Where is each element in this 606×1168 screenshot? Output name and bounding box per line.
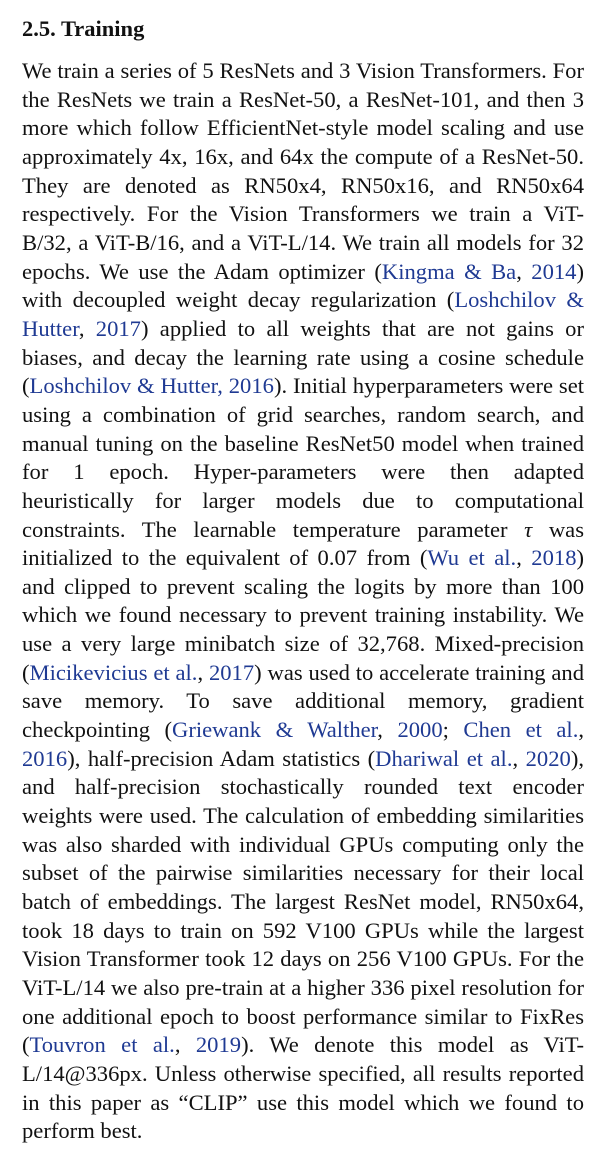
citation-year-link[interactable]: 2014 (531, 258, 577, 284)
paragraph-text: ; (442, 717, 464, 743)
citation-link[interactable]: Griewank & Walther (172, 717, 378, 743)
citation-link[interactable]: Micikevicius et al. (29, 659, 198, 685)
paragraph-text: , (197, 659, 209, 685)
tau-symbol: τ (524, 516, 533, 542)
paragraph-text: ). We denote this model as ViT-L/14@336px. Unless otherwise specified, all results reported in this paper as “CLIP” use this model which we found to perform best. (22, 1032, 584, 1144)
citation-year-link[interactable]: 2019 (195, 1032, 242, 1058)
paragraph-text: , (174, 1032, 196, 1058)
paragraph-text: , (578, 717, 584, 743)
paragraph-text: ), and half-precision stochastically rounded text encoder weights were used. The calculation of embedding similarities was also sharded with individual GPUs computing only the subset of the pairwise similarities necessary for their local batch of embeddings. The largest ResNet model, RN50x64, took 18 days to train on 592 V100 GPUs while the largest Vision Transformer took 12 days on 256 V100 GPUs. For the ViT-L/14 we also pre-train at a higher 336 pixel resolution for one additional epoch to boost performance similar to FixRes ( (22, 745, 584, 1058)
paragraph-text: , (377, 717, 398, 743)
paragraph-text: ) applied to all weights that are not gains or biases, and decay the learning rate using a cosine schedule ( (22, 315, 584, 399)
paragraph-text: ) was used to accelerate training and save memory. To save additional memory, gradient checkpointing ( (22, 659, 585, 743)
section-heading (22, 14, 584, 44)
citation-link[interactable]: Loshchilov & Hutter, 2016 (29, 373, 274, 399)
citation-year-link[interactable]: 2020 (525, 745, 571, 771)
paragraph-text: , (512, 745, 526, 771)
citation-link[interactable]: Dhariwal et al. (375, 745, 513, 771)
citation-year-link[interactable]: 2016 (22, 745, 68, 771)
section-number: 2.5. (22, 16, 56, 41)
paragraph-text: ). Initial hyperparameters were set using a combination of grid searches, random search, and manual tuning on the baseline ResNet50 model when trained for 1 epoch. Hyper-parameters were then adapted heuristically for larger models due to computational constraints. The learnable temperature parameter (22, 373, 584, 542)
paragraph-text: , (78, 315, 96, 341)
paragraph-text: was initialized to the equivalent of 0.07 from ( (22, 516, 584, 571)
paragraph-text: ) with decoupled weight decay regularization ( (22, 258, 584, 313)
paragraph-text: , (516, 545, 532, 571)
citation-year-link[interactable]: 2017 (208, 659, 255, 685)
citation-link[interactable]: Touvron et al. (29, 1032, 175, 1058)
paper-page (22, 14, 584, 1146)
paragraph-text: We train a series of 5 ResNets and 3 Vision Transformers. For the ResNets we train a ResNet-50, a ResNet-101, and then 3 more which follow EfficientNet-style model scaling and use approximately 4x, 16x, and 64x the compute of a ResNet-50. They are denoted as RN50x4, RN50x16, and RN50x64 respectively. For the Vision Transformers we train a ViT-B/32, a ViT-B/16, and a ViT-L/14. We train all models for 32 epochs. We use the Adam optimizer ( (22, 58, 584, 284)
citation-year-link[interactable]: 2018 (531, 545, 577, 571)
training-paragraph (22, 57, 584, 1146)
citation-link[interactable]: Loshchilov & Hutter (22, 287, 584, 341)
paragraph-text: ) and clipped to prevent scaling the logits by more than 100 which we found necessary to prevent training instability. We use a very large minibatch size of 32,768. Mixed-precision ( (22, 545, 585, 685)
section-title: Training (60, 16, 145, 41)
paragraph-text: , (516, 258, 532, 284)
citation-year-link[interactable]: 2000 (397, 717, 443, 743)
citation-link[interactable]: Chen et al. (463, 717, 579, 743)
citation-link[interactable]: Kingma & Ba (381, 258, 517, 284)
citation-year-link[interactable]: 2017 (95, 315, 141, 341)
citation-link[interactable]: Wu et al. (427, 545, 517, 571)
paragraph-text: ), half-precision Adam statistics ( (67, 745, 376, 771)
